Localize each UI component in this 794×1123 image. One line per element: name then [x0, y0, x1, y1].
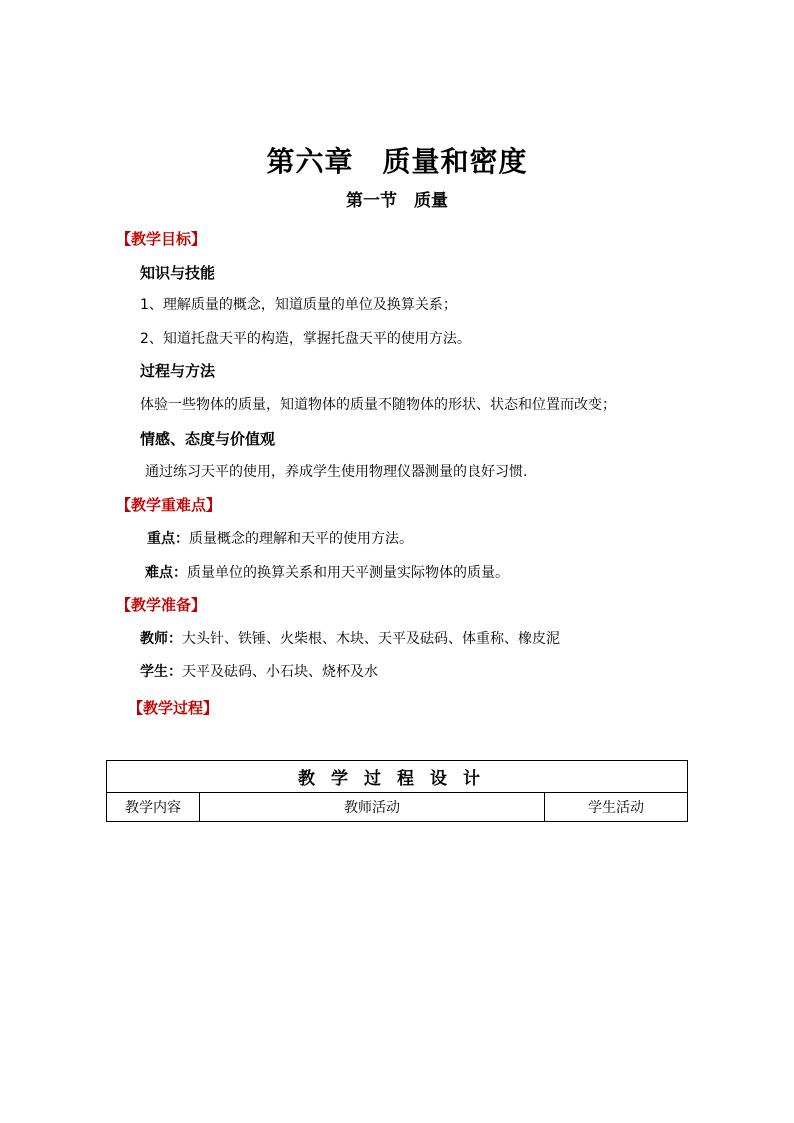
key-point-text: 质量概念的理解和天平的使用方法。: [189, 531, 413, 547]
teacher-items: 大头针、铁锤、火柴根、木块、天平及砝码、体重称、橡皮泥: [182, 631, 560, 647]
process-heading: 【教学过程】: [128, 699, 219, 717]
process-method-title: 过程与方法: [140, 362, 216, 380]
teacher-prep-line: [140, 628, 560, 648]
teacher-label: 教师：: [140, 631, 182, 647]
difficult-point-line: [145, 562, 509, 582]
emotion-text: 通过练习天平的使用，养成学生使用物理仪器测量的良好习惯.: [145, 464, 528, 480]
chapter-title: 第六章 质量和密度: [266, 145, 528, 178]
key-point-line: [147, 528, 413, 548]
key-point-label: 重点：: [147, 531, 189, 547]
student-items: 天平及砝码、小石块、烧杯及水: [182, 664, 378, 680]
process-method-text: 体验一些物体的质量，知道物体的质量不随物体的形状、状态和位置而改变；: [140, 397, 616, 413]
process-design-table: [106, 760, 688, 822]
difficult-point-label: 难点：: [145, 565, 187, 581]
emotion-title: 情感、态度与价值观: [140, 430, 276, 448]
student-prep-line: [140, 661, 378, 681]
column-header-teacher: 教师活动: [200, 793, 545, 822]
table-title: 教学过程设计: [107, 761, 688, 793]
difficult-point-text: 质量单位的换算关系和用天平测量实际物体的质量。: [187, 565, 509, 581]
knowledge-item-2: 2、知道托盘天平的构造，掌握托盘天平的使用方法。: [140, 331, 471, 347]
column-header-content: 教学内容: [107, 793, 200, 822]
knowledge-item-1: 1、理解质量的概念，知道质量的单位及换算关系；: [140, 297, 457, 313]
preparation-heading: 【教学准备】: [116, 596, 207, 614]
student-label: 学生：: [140, 664, 182, 680]
column-header-student: 学生活动: [545, 793, 688, 822]
section-title: 第一节 质量: [346, 191, 448, 211]
knowledge-title: 知识与技能: [140, 264, 216, 282]
objectives-heading: 【教学目标】: [116, 230, 207, 248]
key-points-heading: 【教学重难点】: [116, 496, 222, 514]
